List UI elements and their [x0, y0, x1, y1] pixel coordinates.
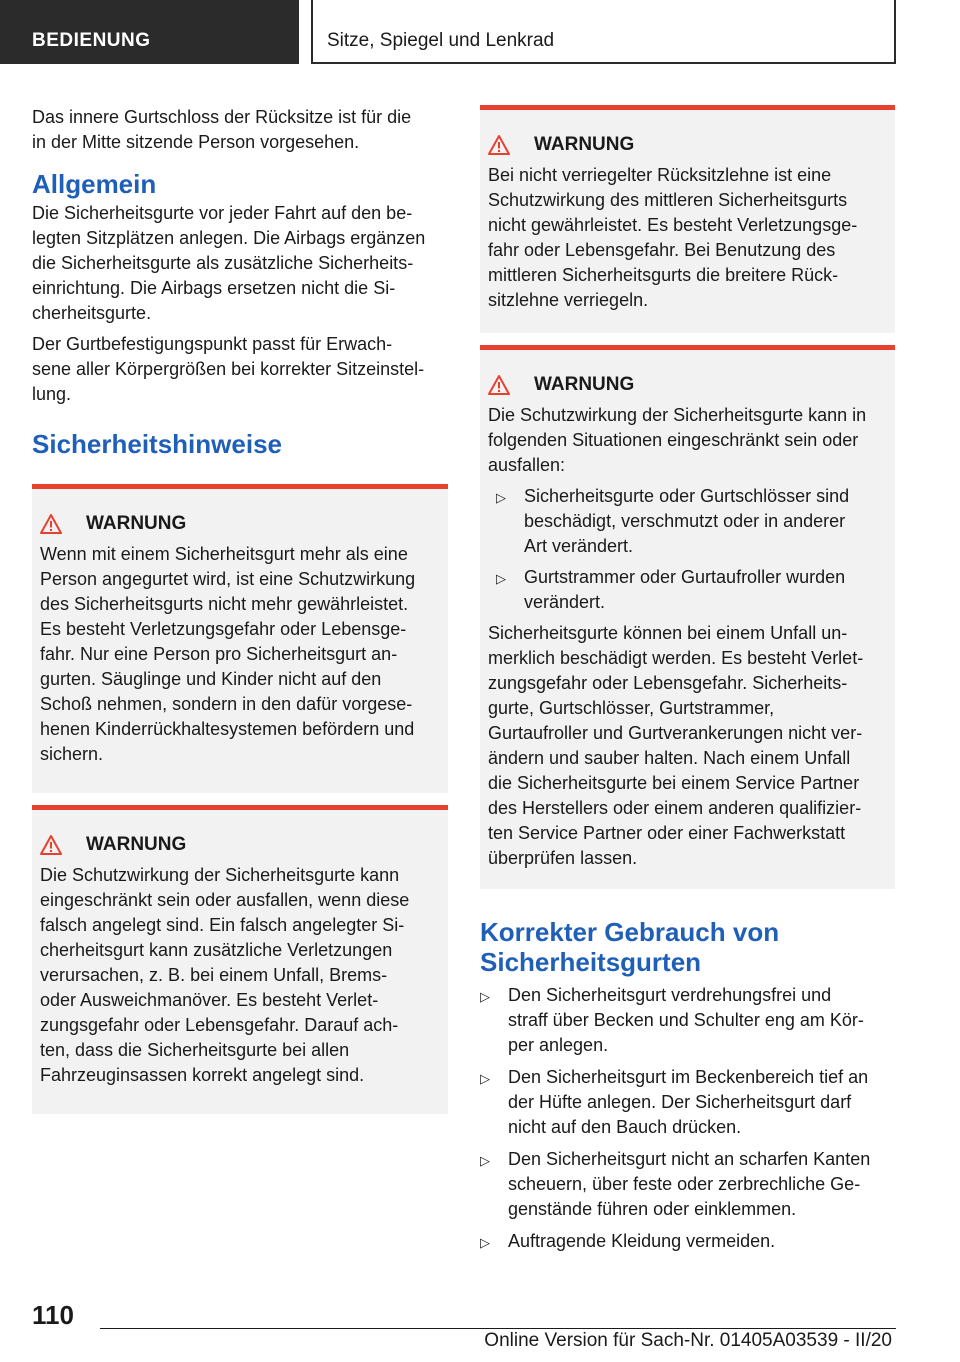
- text-line: der Hüfte anlegen. Der Sicherheitsgurt darf: [508, 1092, 852, 1112]
- text-line: die Sicherheitsgurte bei einem Service Partner: [488, 773, 860, 793]
- warning-label: WARNUNG: [534, 374, 635, 395]
- bullet-triangle-icon: ▷: [480, 1153, 490, 1168]
- warning-body: [488, 403, 887, 871]
- heading-sicherheitshinweise: Sicherheitshinweise: [32, 429, 282, 459]
- text-line: Auftragende Kleidung vermeiden.: [508, 1231, 776, 1251]
- text-line: des Herstellers oder einem anderen qualifizier-: [488, 798, 862, 818]
- list-item: [496, 565, 887, 615]
- warning-label: WARNUNG: [86, 513, 187, 534]
- chapter-title: Sitze, Spiegel und Lenkrad: [311, 0, 896, 64]
- list-item-text: [508, 1229, 895, 1255]
- text-line: Den Sicherheitsgurt verdrehungsfrei und: [508, 985, 832, 1005]
- text-line: oder Ausweichmanöver. Es besteht Verlet-: [40, 990, 379, 1010]
- text-line: zungsgefahr oder Lebensgefahr. Sicherheits-: [488, 673, 848, 693]
- text-line: mittleren Sicherheitsgurts die breitere Rück-: [488, 265, 839, 285]
- heading-allgemein: Allgemein: [32, 169, 157, 199]
- warning-body: [40, 863, 440, 1088]
- text-line: Fahrzeuginsassen korrekt angelegt sind.: [40, 1065, 365, 1085]
- text-line: verursachen, z. B. bei einem Unfall, Brems-: [40, 965, 388, 985]
- heading-korrekter-gebrauch: [480, 917, 895, 977]
- text-line: legten Sitzplätzen anlegen. Die Airbags ergänzen: [32, 228, 426, 248]
- text-line: merklich beschädigt werden. Es besteht Verlet-: [488, 648, 864, 668]
- warning-title: [40, 512, 440, 536]
- text-line: verändert.: [524, 592, 606, 612]
- right-column: [480, 105, 895, 1255]
- text-line: zungsgefahr oder Lebensgefahr. Darauf ach-: [40, 1015, 399, 1035]
- list-item: [480, 1065, 895, 1140]
- text-line: scheuern, über feste oder zerbrechliche Ge-: [508, 1174, 861, 1194]
- warning-triangle-icon: [488, 374, 510, 396]
- warning-body: [40, 542, 440, 767]
- bullet-triangle-icon: ▷: [480, 1071, 490, 1086]
- text-line: gurten. Säuglinge und Kinder nicht auf den: [40, 669, 382, 689]
- warning-title: [488, 373, 887, 397]
- text-line: straff über Becken und Schulter eng am Kör-: [508, 1010, 864, 1030]
- text-line: Die Schutzwirkung der Sicherheitsgurte kann in: [488, 405, 867, 425]
- list-item: [480, 1147, 895, 1222]
- list-item-text: [524, 484, 887, 559]
- warning-triangle-icon: [40, 834, 62, 856]
- list-item-text: [508, 983, 895, 1058]
- list-item-text: [508, 1147, 895, 1222]
- text-line: Die Schutzwirkung der Sicherheitsgurte kann: [40, 865, 400, 885]
- warning-box-1: [32, 484, 448, 793]
- warning-triangle-icon: [40, 513, 62, 535]
- text-line: genstände führen oder einklemmen.: [508, 1199, 797, 1219]
- text-line: folgenden Situationen eingeschränkt sein oder: [488, 430, 859, 450]
- text-line: ändern und sauber halten. Nach einem Unfall: [488, 748, 851, 768]
- text-line: sene aller Körpergrößen bei korrekter Sitzeinstel-: [32, 359, 425, 379]
- text-line: cherheitsgurt kann zusätzliche Verletzungen: [40, 940, 393, 960]
- text-line: Sicherheitsgurte können bei einem Unfall un-: [488, 623, 848, 643]
- list-item: [480, 1229, 895, 1255]
- heading-line: Sicherheitsgurten: [480, 947, 702, 977]
- list-item: [480, 983, 895, 1058]
- bullet-triangle-icon: ▷: [496, 490, 506, 505]
- text-line: fahr. Nur eine Person pro Sicherheitsgurt an-: [40, 644, 398, 664]
- page-number: 110: [32, 1300, 74, 1330]
- warning-box-2: [32, 805, 448, 1114]
- text-line: lung.: [32, 384, 72, 404]
- text-line: sitzlehne verriegeln.: [488, 290, 649, 310]
- text-line: Den Sicherheitsgurt im Beckenbereich tief an: [508, 1067, 869, 1087]
- warning-label: WARNUNG: [86, 834, 187, 855]
- section-tab: BEDIENUNG: [0, 0, 299, 64]
- warning-label: WARNUNG: [534, 134, 635, 155]
- text-line: Die Sicherheitsgurte vor jeder Fahrt auf den be-: [32, 203, 413, 223]
- bullet-triangle-icon: ▷: [480, 1235, 490, 1250]
- text-line: überprüfen lassen.: [488, 848, 638, 868]
- text-line: Den Sicherheitsgurt nicht an scharfen Kanten: [508, 1149, 871, 1169]
- text-line: Sicherheitsgurte oder Gurtschlösser sind: [524, 486, 850, 506]
- online-version-note: Online Version für Sach-Nr. 01405A03539 - II/20: [484, 1330, 892, 1351]
- warning-box-3: [480, 105, 895, 333]
- text-line: Schoß nehmen, sondern in den dafür vorgese-: [40, 694, 413, 714]
- text-line: Der Gurtbefestigungspunkt passt für Erwach-: [32, 334, 393, 354]
- text-line: cherheitsgurte.: [32, 303, 152, 323]
- text-line: Schutzwirkung des mittleren Sicherheitsgurts: [488, 190, 848, 210]
- text-line: Bei nicht verriegelter Rücksitzlehne ist eine: [488, 165, 832, 185]
- text-line: des Sicherheitsgurts nicht mehr gewährleistet.: [40, 594, 409, 614]
- warning-triangle-icon: [488, 134, 510, 156]
- footer-divider: [100, 1328, 896, 1329]
- text-line: per anlegen.: [508, 1035, 609, 1055]
- text-line: Das innere Gurtschloss der Rücksitze ist für die: [32, 107, 412, 127]
- intro-paragraph: [32, 105, 448, 155]
- allgemein-paragraph-1: [32, 201, 448, 326]
- warning-box-4: [480, 345, 895, 889]
- text-line: die Sicherheitsgurte als zusätzliche Sicherheits-: [32, 253, 414, 273]
- text-line: falsch angelegt sind. Ein falsch angelegter Si-: [40, 915, 405, 935]
- list-item-text: [508, 1065, 895, 1140]
- left-column: [32, 105, 448, 1114]
- text-line: henen Kinderrückhaltesystemen befördern und: [40, 719, 415, 739]
- text-line: fahr oder Lebensgefahr. Bei Benutzung des: [488, 240, 836, 260]
- list-item-text: [524, 565, 887, 615]
- text-line: Art verändert.: [524, 536, 634, 556]
- text-line: nicht auf den Bauch drücken.: [508, 1117, 742, 1137]
- list-item: [496, 484, 887, 559]
- text-line: eingeschränkt sein oder ausfallen, wenn diese: [40, 890, 410, 910]
- warning-title: [488, 133, 887, 157]
- text-line: gurte, Gurtschlösser, Gurtstrammer,: [488, 698, 775, 718]
- text-line: Gurtaufroller und Gurtverankerungen nicht ver-: [488, 723, 863, 743]
- text-line: einrichtung. Die Airbags ersetzen nicht die Si-: [32, 278, 396, 298]
- warning-body: [488, 163, 887, 313]
- heading-line: Korrekter Gebrauch von: [480, 917, 780, 947]
- text-line: ten Service Partner oder einer Fachwerkstatt: [488, 823, 846, 843]
- text-line: ausfallen:: [488, 455, 566, 475]
- warning-title: [40, 833, 440, 857]
- text-line: beschädigt, verschmutzt oder in anderer: [524, 511, 846, 531]
- bullet-triangle-icon: ▷: [496, 571, 506, 586]
- text-line: nicht gewährleistet. Es besteht Verletzungsge-: [488, 215, 858, 235]
- text-line: Gurtstrammer oder Gurtaufroller wurden: [524, 567, 846, 587]
- allgemein-paragraph-2: [32, 332, 448, 407]
- text-line: ten, dass die Sicherheitsgurte bei allen: [40, 1040, 350, 1060]
- text-line: Wenn mit einem Sicherheitsgurt mehr als eine: [40, 544, 408, 564]
- bullet-triangle-icon: ▷: [480, 989, 490, 1004]
- text-line: sichern.: [40, 744, 104, 764]
- text-line: Person angegurtet wird, ist eine Schutzwirkung: [40, 569, 416, 589]
- text-line: Es besteht Verletzungsgefahr oder Lebensge-: [40, 619, 407, 639]
- text-line: in der Mitte sitzende Person vorgesehen.: [32, 132, 360, 152]
